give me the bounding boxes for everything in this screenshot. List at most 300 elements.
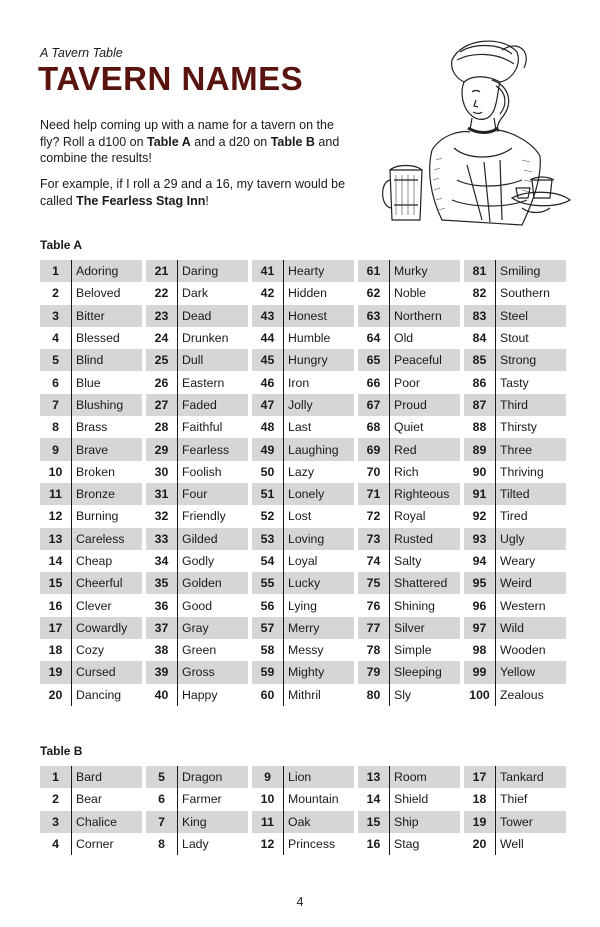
name-word: Shining <box>394 598 436 613</box>
table-row <box>358 833 460 855</box>
table-row <box>40 260 142 282</box>
roll-number: 71 <box>358 483 390 505</box>
table-row <box>252 327 354 349</box>
name-word: Lost <box>288 509 312 524</box>
roll-number: 59 <box>252 661 284 683</box>
table-row <box>146 572 248 594</box>
table-row <box>464 371 566 393</box>
roll-number: 23 <box>146 305 178 327</box>
table-row <box>358 617 460 639</box>
table-row <box>146 394 248 416</box>
table-row <box>252 811 354 833</box>
roll-number: 16 <box>358 833 390 855</box>
name-word: Smiling <box>500 264 541 279</box>
roll-number: 57 <box>252 617 284 639</box>
roll-number: 18 <box>40 639 72 661</box>
roll-number: 36 <box>146 594 178 616</box>
roll-number: 15 <box>40 572 72 594</box>
name-word: Happy <box>182 687 218 702</box>
name-word: Brave <box>76 442 109 457</box>
table-b-label: Table B <box>40 744 83 758</box>
table-row <box>252 572 354 594</box>
table-row <box>146 550 248 572</box>
name-word: Steel <box>500 308 529 323</box>
roll-number: 35 <box>146 572 178 594</box>
table-row <box>358 639 460 661</box>
table-row <box>252 416 354 438</box>
name-word: Sly <box>394 687 412 702</box>
roll-number: 51 <box>252 483 284 505</box>
roll-number: 91 <box>464 483 496 505</box>
roll-number: 11 <box>40 483 72 505</box>
table-row <box>358 766 460 788</box>
table-row <box>252 282 354 304</box>
roll-number: 2 <box>40 788 72 810</box>
name-word: Dull <box>182 353 204 368</box>
table-row <box>358 594 460 616</box>
name-word: Cheerful <box>76 576 123 591</box>
roll-number: 45 <box>252 349 284 371</box>
roll-number: 39 <box>146 661 178 683</box>
table-row <box>464 684 566 706</box>
table-row <box>40 661 142 683</box>
roll-number: 1 <box>40 260 72 282</box>
table-row <box>464 833 566 855</box>
roll-number: 34 <box>146 550 178 572</box>
name-word: Hidden <box>288 286 327 301</box>
name-word: Strong <box>500 353 537 368</box>
name-word: Red <box>394 442 417 457</box>
name-word: Foolish <box>182 464 222 479</box>
roll-number: 44 <box>252 327 284 349</box>
intro-paragraph-2: For example, if I roll a 29 and a 16, my tavern would be called The Fearless Stag Inn! <box>40 177 346 208</box>
roll-number: 19 <box>464 811 496 833</box>
table-row <box>252 684 354 706</box>
roll-number: 37 <box>146 617 178 639</box>
roll-number: 20 <box>40 684 72 706</box>
roll-number: 17 <box>464 766 496 788</box>
name-word: Blessed <box>76 331 120 346</box>
name-word: Bitter <box>76 308 105 323</box>
table-row <box>40 416 142 438</box>
table-row <box>40 483 142 505</box>
roll-number: 27 <box>146 394 178 416</box>
table-row <box>146 305 248 327</box>
roll-number: 46 <box>252 371 284 393</box>
roll-number: 86 <box>464 371 496 393</box>
tavern-maid-illustration <box>372 30 572 235</box>
table-column <box>146 260 248 706</box>
table-row <box>464 594 566 616</box>
name-word: Thief <box>500 792 528 807</box>
name-word: Laughing <box>288 442 339 457</box>
name-word: Oak <box>288 814 311 829</box>
roll-number: 12 <box>252 833 284 855</box>
table-column <box>464 260 566 706</box>
roll-number: 33 <box>146 528 178 550</box>
roll-number: 75 <box>358 572 390 594</box>
roll-number: 14 <box>40 550 72 572</box>
table-row <box>358 416 460 438</box>
roll-number: 3 <box>40 305 72 327</box>
name-word: Blushing <box>76 397 124 412</box>
name-word: Thriving <box>500 464 544 479</box>
name-word: Honest <box>288 308 327 323</box>
name-word: Blind <box>76 353 104 368</box>
roll-number: 11 <box>252 811 284 833</box>
roll-number: 20 <box>464 833 496 855</box>
table-row <box>40 550 142 572</box>
table-row <box>358 550 460 572</box>
roll-number: 96 <box>464 594 496 616</box>
table-row <box>252 505 354 527</box>
roll-number: 80 <box>358 684 390 706</box>
table-row <box>358 305 460 327</box>
roll-number: 7 <box>146 811 178 833</box>
roll-number: 74 <box>358 550 390 572</box>
name-word: Peaceful <box>394 353 442 368</box>
name-word: Friendly <box>182 509 226 524</box>
roll-number: 19 <box>40 661 72 683</box>
name-word: Tasty <box>500 375 529 390</box>
table-row <box>40 438 142 460</box>
roll-number: 31 <box>146 483 178 505</box>
name-word: Zealous <box>500 687 544 702</box>
roll-number: 8 <box>146 833 178 855</box>
name-word: Brass <box>76 420 108 435</box>
roll-number: 87 <box>464 394 496 416</box>
table-row <box>40 572 142 594</box>
table-row <box>358 282 460 304</box>
roll-number: 84 <box>464 327 496 349</box>
name-word: Bear <box>76 792 102 807</box>
roll-number: 32 <box>146 505 178 527</box>
roll-number: 9 <box>40 438 72 460</box>
table-row <box>146 349 248 371</box>
table-row <box>40 349 142 371</box>
name-word: Cowardly <box>76 620 128 635</box>
table-row <box>358 505 460 527</box>
roll-number: 72 <box>358 505 390 527</box>
table-column <box>252 766 354 855</box>
table-row <box>40 327 142 349</box>
name-word: Southern <box>500 286 550 301</box>
table-row <box>40 461 142 483</box>
table-row <box>252 639 354 661</box>
name-word: Proud <box>394 397 427 412</box>
name-word: Ship <box>394 814 419 829</box>
table-row <box>464 349 566 371</box>
roll-number: 65 <box>358 349 390 371</box>
roll-number: 53 <box>252 528 284 550</box>
roll-number: 69 <box>358 438 390 460</box>
roll-number: 70 <box>358 461 390 483</box>
table-row <box>146 639 248 661</box>
name-word: Silver <box>394 620 425 635</box>
table-row <box>40 505 142 527</box>
table-row <box>40 639 142 661</box>
name-word: Careless <box>76 531 125 546</box>
table-row <box>464 305 566 327</box>
page-number: 4 <box>296 895 304 909</box>
roll-number: 10 <box>252 788 284 810</box>
name-word: Gross <box>182 665 215 680</box>
name-word: Godly <box>182 554 215 568</box>
table-row <box>464 572 566 594</box>
name-word: Loving <box>288 531 325 546</box>
roll-number: 8 <box>40 416 72 438</box>
table-row <box>40 594 142 616</box>
roll-number: 47 <box>252 394 284 416</box>
roll-number: 81 <box>464 260 496 282</box>
roll-number: 2 <box>40 282 72 304</box>
roll-number: 93 <box>464 528 496 550</box>
roll-number: 29 <box>146 438 178 460</box>
table-row <box>146 416 248 438</box>
name-word: Fearless <box>182 442 230 457</box>
roll-number: 60 <box>252 684 284 706</box>
table-row <box>464 766 566 788</box>
roll-number: 43 <box>252 305 284 327</box>
name-word: Messy <box>288 643 324 658</box>
table-row <box>358 260 460 282</box>
roll-number: 18 <box>464 788 496 810</box>
table-row <box>40 394 142 416</box>
table-row <box>358 572 460 594</box>
name-word: Stout <box>500 331 529 346</box>
table-row <box>146 811 248 833</box>
roll-number: 88 <box>464 416 496 438</box>
roll-number: 21 <box>146 260 178 282</box>
name-word: Beloved <box>76 286 121 301</box>
roll-number: 4 <box>40 833 72 855</box>
name-word: Wild <box>500 620 524 635</box>
intro-paragraph-1: Need help coming up with a name for a tavern on the fly? Roll a d100 on Table A and a d20 on Table B and combine the results! <box>40 118 340 165</box>
name-word: Mountain <box>288 792 339 807</box>
roll-number: 22 <box>146 282 178 304</box>
table-row <box>252 260 354 282</box>
table-row <box>252 550 354 572</box>
table-row <box>146 788 248 810</box>
page-title: TAVERN NAMES <box>38 60 304 97</box>
name-word: Chalice <box>76 814 118 829</box>
name-word: Tired <box>500 509 528 524</box>
roll-number: 67 <box>358 394 390 416</box>
table-row <box>40 811 142 833</box>
name-word: Well <box>500 837 524 852</box>
table-row <box>146 260 248 282</box>
table-a-label: Table A <box>40 238 83 252</box>
name-word: Thirsty <box>500 420 537 435</box>
table-row <box>252 394 354 416</box>
name-word: Clever <box>76 598 112 613</box>
table-row <box>252 594 354 616</box>
name-word: Dead <box>182 308 212 323</box>
name-word: Lonely <box>288 487 325 502</box>
name-word: Dancing <box>76 687 122 702</box>
name-word: Wooden <box>500 643 546 658</box>
table-row <box>464 282 566 304</box>
roll-number: 14 <box>358 788 390 810</box>
table-row <box>252 305 354 327</box>
name-word: Noble <box>394 286 427 301</box>
roll-number: 62 <box>358 282 390 304</box>
name-word: Golden <box>182 576 222 591</box>
table-row <box>358 349 460 371</box>
name-word: Humble <box>288 331 331 346</box>
roll-number: 89 <box>464 438 496 460</box>
table-row <box>358 461 460 483</box>
name-word: Faded <box>182 397 217 412</box>
table-row <box>146 282 248 304</box>
table-row <box>40 788 142 810</box>
name-word: Merry <box>288 620 320 635</box>
name-word: Rusted <box>394 531 433 546</box>
table-row <box>252 661 354 683</box>
table-row <box>358 327 460 349</box>
name-word: Cozy <box>76 643 105 658</box>
table-row <box>252 349 354 371</box>
roll-number: 56 <box>252 594 284 616</box>
table-row <box>464 416 566 438</box>
name-word: Lazy <box>288 464 314 479</box>
roll-number: 100 <box>464 684 496 706</box>
name-word: Mighty <box>288 665 325 680</box>
roll-number: 12 <box>40 505 72 527</box>
roll-number: 64 <box>358 327 390 349</box>
name-word: Dark <box>182 286 208 301</box>
name-word: Quiet <box>394 420 424 435</box>
table-row <box>358 483 460 505</box>
name-word: Rich <box>394 464 419 479</box>
table-column <box>40 260 142 706</box>
roll-number: 99 <box>464 661 496 683</box>
name-word: Salty <box>394 554 422 568</box>
name-word: Eastern <box>182 375 225 390</box>
name-word: Four <box>182 487 208 502</box>
table-a <box>40 260 566 706</box>
name-word: Broken <box>76 464 115 479</box>
name-word: Gray <box>182 620 209 635</box>
roll-number: 5 <box>40 349 72 371</box>
name-word: Righteous <box>394 487 450 502</box>
roll-number: 16 <box>40 594 72 616</box>
roll-number: 6 <box>146 788 178 810</box>
roll-number: 98 <box>464 639 496 661</box>
table-row <box>464 528 566 550</box>
name-word: Last <box>288 420 312 435</box>
roll-number: 41 <box>252 260 284 282</box>
name-word: Blue <box>76 375 101 390</box>
name-word: Lying <box>288 598 317 613</box>
table-row <box>40 684 142 706</box>
table-row <box>252 528 354 550</box>
table-row <box>358 684 460 706</box>
table-row <box>40 766 142 788</box>
table-column <box>146 766 248 855</box>
roll-number: 26 <box>146 371 178 393</box>
table-row <box>464 483 566 505</box>
roll-number: 42 <box>252 282 284 304</box>
table-row <box>464 617 566 639</box>
roll-number: 30 <box>146 461 178 483</box>
table-row <box>358 371 460 393</box>
table-row <box>252 617 354 639</box>
table-row <box>358 438 460 460</box>
roll-number: 10 <box>40 461 72 483</box>
name-word: Tankard <box>500 770 544 785</box>
roll-number: 15 <box>358 811 390 833</box>
roll-number: 63 <box>358 305 390 327</box>
name-word: Faithful <box>182 420 223 435</box>
table-row <box>146 461 248 483</box>
table-column <box>40 766 142 855</box>
table-row <box>146 661 248 683</box>
table-row <box>252 438 354 460</box>
name-word: Stag <box>394 837 420 852</box>
table-row <box>464 394 566 416</box>
roll-number: 54 <box>252 550 284 572</box>
table-row <box>146 594 248 616</box>
table-row <box>252 371 354 393</box>
name-word: Iron <box>288 375 310 390</box>
table-row <box>146 617 248 639</box>
table-row <box>40 528 142 550</box>
table-row <box>464 327 566 349</box>
roll-number: 13 <box>40 528 72 550</box>
table-row <box>146 327 248 349</box>
roll-number: 24 <box>146 327 178 349</box>
name-word: Northern <box>394 308 442 323</box>
name-word: Royal <box>394 509 426 524</box>
roll-number: 3 <box>40 811 72 833</box>
roll-number: 4 <box>40 327 72 349</box>
roll-number: 52 <box>252 505 284 527</box>
name-word: Hungry <box>288 353 328 368</box>
table-row <box>464 260 566 282</box>
roll-number: 50 <box>252 461 284 483</box>
name-word: Lucky <box>288 576 321 591</box>
roll-number: 38 <box>146 639 178 661</box>
table-column <box>464 766 566 855</box>
table-row <box>464 505 566 527</box>
name-word: Shield <box>394 792 429 807</box>
table-row <box>464 461 566 483</box>
name-word: Murky <box>394 264 428 279</box>
roll-number: 17 <box>40 617 72 639</box>
name-word: Three <box>500 442 533 457</box>
table-row <box>146 833 248 855</box>
name-word: Weary <box>500 554 536 568</box>
table-row <box>358 811 460 833</box>
name-word: Adoring <box>76 264 119 279</box>
roll-number: 48 <box>252 416 284 438</box>
table-row <box>464 788 566 810</box>
name-word: Loyal <box>288 554 318 568</box>
name-word: Shattered <box>394 576 448 591</box>
table-row <box>146 483 248 505</box>
roll-number: 77 <box>358 617 390 639</box>
table-b <box>40 766 566 855</box>
name-word: Third <box>500 397 529 412</box>
table-row <box>252 461 354 483</box>
name-word: Tilted <box>500 487 530 502</box>
roll-number: 28 <box>146 416 178 438</box>
name-word: Poor <box>394 375 420 390</box>
name-word: Corner <box>76 837 114 852</box>
roll-number: 6 <box>40 371 72 393</box>
table-row <box>252 788 354 810</box>
